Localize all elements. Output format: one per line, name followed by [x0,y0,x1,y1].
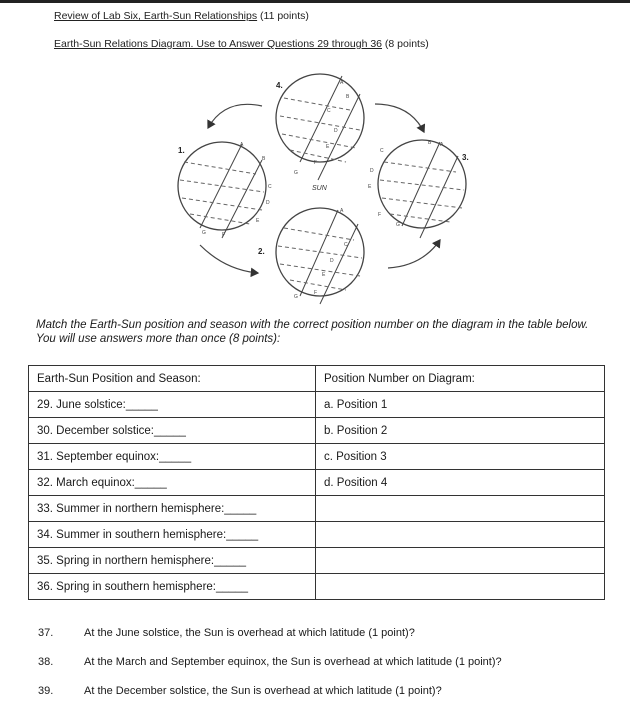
answer-option-c: c. Position 3 [316,444,605,470]
match-instructions: Match the Earth-Sun position and season with the correct position number on the diagram in the table below. You will use answers more than once (8 points): [36,319,589,345]
letter-3-b: B [428,140,432,146]
earth-position-2 [276,208,364,304]
question-text: At the December solstice, the Sun is overhead at which latitude (1 point)? [84,685,442,697]
earth-sun-diagram [0,70,630,310]
col-header-position-season: Earth-Sun Position and Season: [29,366,316,392]
letter-4-e: E [326,144,330,150]
question-39 [38,685,442,697]
letter-3-a: A [440,142,444,148]
earth-position-3 [378,140,466,238]
top-rule [0,0,630,3]
question-33[interactable]: 33. Summer in northern hemisphere:_____ [29,496,316,522]
question-32[interactable]: 32. March equinox:_____ [29,470,316,496]
letter-3-c: C [380,148,384,154]
letter-3-g: G [396,222,400,228]
sun-label: SUN [312,185,327,192]
orbit-arrow-top-left [208,104,262,128]
table-row [29,522,605,548]
question-number: 39. [38,685,54,697]
orbit-arrow-top-right [375,104,424,132]
earth-position-1 [178,142,266,238]
letter-2-g: G [294,294,298,300]
subtitle-points: (8 points) [382,38,429,50]
question-number: 38. [38,656,54,668]
letter-1-c: C [268,184,272,190]
letter-4-g: G [294,170,298,176]
question-36[interactable]: 36. Spring in southern hemisphere:_____ [29,574,316,600]
letter-1-a: A [240,142,244,148]
letter-3-d: D [370,168,374,174]
table-row [29,418,605,444]
question-text: At the March and September equinox, the Sun is overhead at which latitude (1 point)? [84,656,502,668]
question-37 [38,627,415,639]
answer-option-a: a. Position 1 [316,392,605,418]
letter-2-e: E [322,272,326,278]
letter-1-e: E [256,218,260,224]
letter-2-d: D [330,258,334,264]
col-header-position-number: Position Number on Diagram: [316,366,605,392]
letter-1-b: B [262,156,266,162]
matching-table [28,365,605,600]
letter-2-a: A [340,208,344,214]
letter-2-c: C [344,242,348,248]
letter-3-f: F [378,212,382,218]
question-number: 37. [38,627,54,639]
earth-position-4 [276,74,364,180]
position-label-3: 3. [462,153,469,162]
subtitle-text: Earth-Sun Relations Diagram. Use to Answer Questions 29 through 36 [54,38,383,50]
orbit-arrow-bottom-right [388,240,440,268]
title-text: Review of Lab Six, Earth-Sun Relationships [54,10,258,22]
orbit-arrow-bottom-left [200,245,258,273]
answer-option-d: d. Position 4 [316,470,605,496]
title-points: (11 points) [257,10,309,22]
table-row [29,548,605,574]
letter-4-d: D [334,128,338,134]
empty-cell [316,574,605,600]
answer-option-b: b. Position 2 [316,418,605,444]
letter-4-b: B [346,94,350,100]
letter-1-f: F [222,232,226,238]
letter-4-f: F [314,160,318,166]
empty-cell [316,522,605,548]
letter-2-f: F [314,290,318,296]
letter-3-e: E [368,184,372,190]
empty-cell [316,548,605,574]
question-31[interactable]: 31. September equinox:_____ [29,444,316,470]
question-30[interactable]: 30. December solstice:_____ [29,418,316,444]
table-row [29,444,605,470]
question-35[interactable]: 35. Spring in northern hemisphere:_____ [29,548,316,574]
letter-4-c: C [327,108,331,114]
position-label-4: 4. [276,81,283,90]
question-29[interactable]: 29. June solstice:_____ [29,392,316,418]
page-title [54,10,309,22]
table-row [29,496,605,522]
question-34[interactable]: 34. Summer in southern hemisphere:_____ [29,522,316,548]
table-header-row [29,366,605,392]
letter-1-d: D [266,200,270,206]
letter-4-a: A [340,80,344,86]
table-row [29,392,605,418]
table-row [29,574,605,600]
position-label-2: 2. [258,247,265,256]
letter-1-g: G [202,230,206,236]
empty-cell [316,496,605,522]
question-text: At the June solstice, the Sun is overhead at which latitude (1 point)? [84,627,415,639]
diagram-heading [54,38,429,50]
table-row [29,470,605,496]
question-38 [38,656,502,668]
position-label-1: 1. [178,146,185,155]
